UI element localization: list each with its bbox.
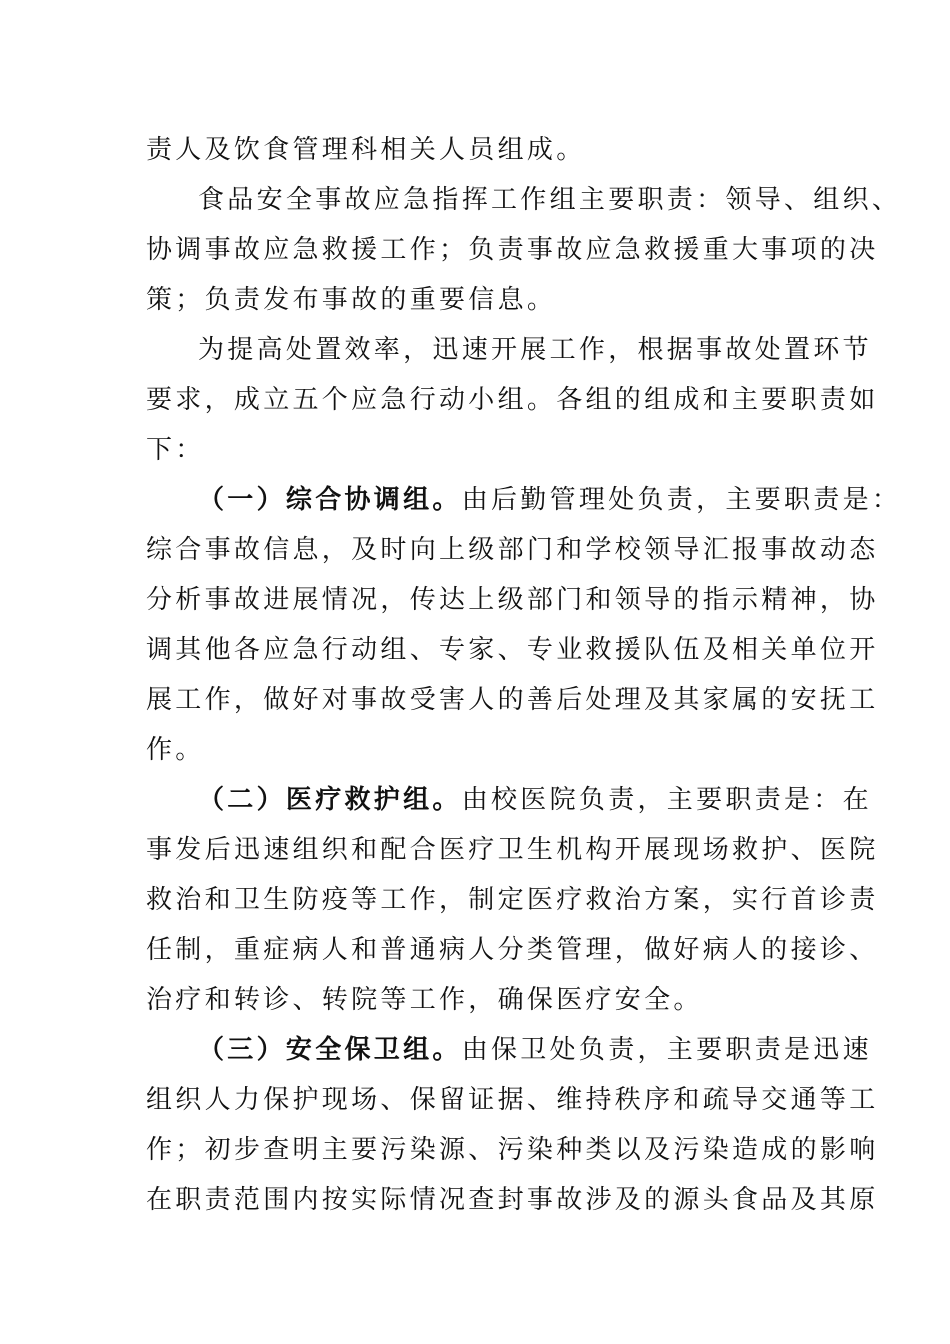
text-line: 作。 <box>146 735 205 765</box>
section-first-line <box>198 784 872 816</box>
section-heading: （一）综合协调组。 <box>198 485 462 515</box>
text-line: 治疗和转诊、转院等工作，确保医疗安全。 <box>146 985 703 1015</box>
text-span: 由保卫处负责，主要职责是迅速 <box>461 1035 872 1065</box>
section-first-line <box>198 1034 872 1066</box>
text-line: 要求，成立五个应急行动小组。各组的组成和主要职责如 <box>146 385 879 415</box>
text-line: 作；初步查明主要污染源、污染种类以及污染造成的影响 <box>146 1135 879 1165</box>
text-line: 为提高处置效率，迅速开展工作，根据事故处置环节 <box>198 335 872 365</box>
text-line: 责人及饮食管理科相关人员组成。 <box>146 135 586 165</box>
text-line: 分析事故进展情况，传达上级部门和领导的指示精神，协 <box>146 585 879 615</box>
text-line: 食品安全事故应急指挥工作组主要职责：领导、组织、 <box>198 185 902 215</box>
text-line: 综合事故信息，及时向上级部门和学校领导汇报事故动态 <box>146 535 879 565</box>
text-line: 展工作，做好对事故受害人的善后处理及其家属的安抚工 <box>146 685 879 715</box>
text-line: 下： <box>146 435 205 465</box>
text-line: 救治和卫生防疫等工作，制定医疗救治方案，实行首诊责 <box>146 885 879 915</box>
section-heading: （三）安全保卫组。 <box>198 1035 462 1065</box>
section-heading: （二）医疗救护组。 <box>198 785 462 815</box>
section-first-line <box>198 484 902 516</box>
text-line: 调其他各应急行动组、专家、专业救援队伍及相关单位开 <box>146 635 879 665</box>
text-line: 在职责范围内按实际情况查封事故涉及的源头食品及其原 <box>146 1185 879 1215</box>
text-span: 由后勤管理处负责，主要职责是： <box>461 485 902 515</box>
text-line: 事发后迅速组织和配合医疗卫生机构开展现场救护、医院 <box>146 835 879 865</box>
text-line: 任制，重症病人和普通病人分类管理，做好病人的接诊、 <box>146 935 879 965</box>
text-line: 组织人力保护现场、保留证据、维持秩序和疏导交通等工 <box>146 1085 879 1115</box>
text-line: 协调事故应急救援工作；负责事故应急救援重大事项的决 <box>146 235 879 265</box>
text-line: 策；负责发布事故的重要信息。 <box>146 285 557 315</box>
text-span: 由校医院负责，主要职责是：在 <box>461 785 872 815</box>
